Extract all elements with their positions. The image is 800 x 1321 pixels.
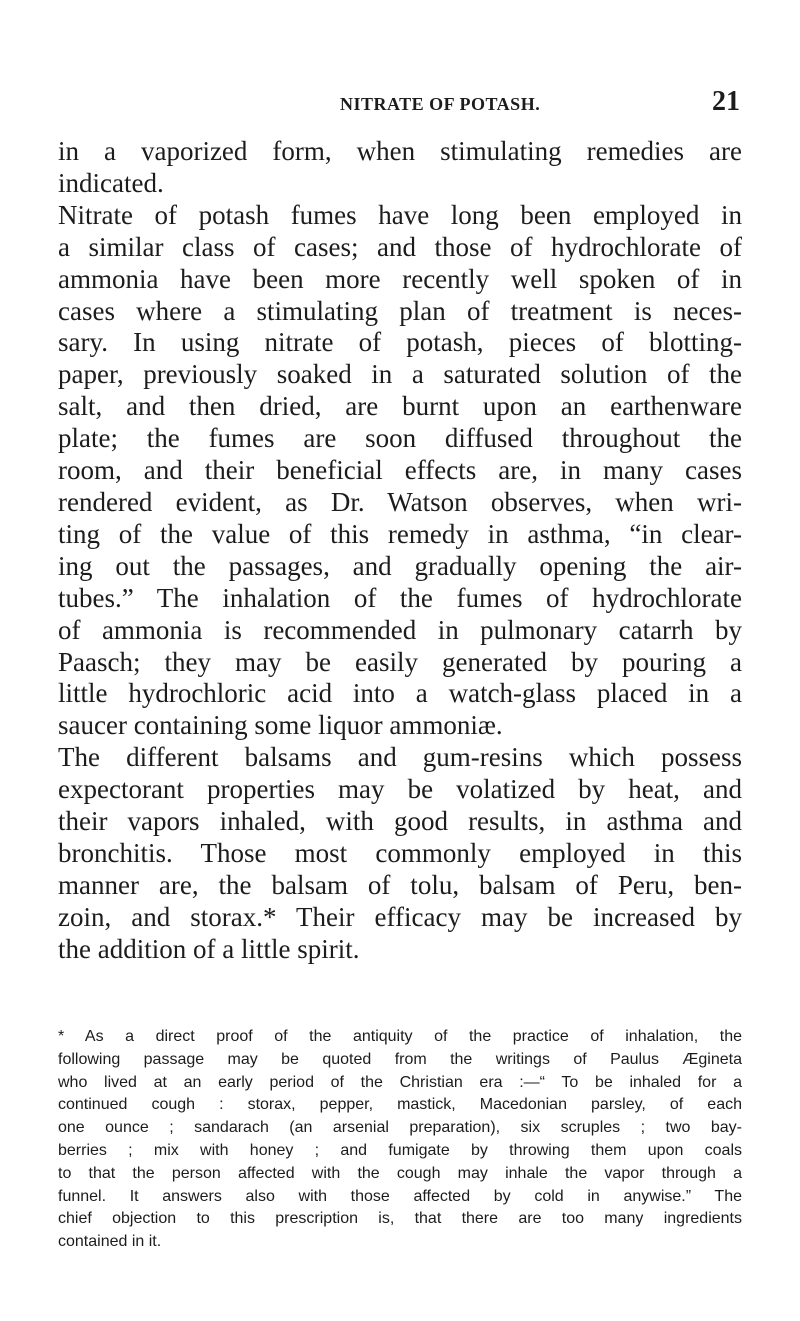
text-line: Paasch; they may be easily generated by pouring a: [58, 646, 742, 677]
text-line: ammonia have been more recently well spoken of in: [58, 263, 742, 294]
text-line: plate; the fumes are soon diffused throughout the: [58, 423, 742, 454]
text-line: zoin, and storax.* Their efficacy may be increased by: [58, 901, 742, 932]
body-text: [58, 136, 742, 966]
text-line: cases where a stimulating plan of treatment is neces-: [58, 295, 742, 326]
text-line: rendered evident, as Dr. Watson observes, when wri-: [58, 486, 742, 517]
footnote-line: funnel. It answers also with those affected by cold in anywise.” The: [58, 1187, 742, 1205]
text-line: paper, previously soaked in a saturated solution of the: [58, 359, 742, 390]
text-line: room, and their beneficial effects are, in many cases: [58, 455, 742, 486]
footnote-line: chief objection to this prescription is, that there are too many ingredients: [58, 1210, 742, 1228]
text-line: a similar class of cases; and those of hydrochlorate of: [58, 231, 742, 262]
text-line: indicated.: [58, 167, 164, 198]
text-line: manner are, the balsam of tolu, balsam of Peru, ben-: [58, 869, 742, 900]
running-head: [340, 88, 740, 118]
running-title: NITRATE OF POTASH.: [340, 94, 541, 114]
text-line: expectorant properties may be volatized by heat, and: [58, 774, 742, 805]
text-line: salt, and then dried, are burnt upon an earthenware: [58, 391, 742, 422]
page-number: 21: [712, 86, 740, 117]
footnote-line: following passage may be quoted from the writings of Paulus Æginetа: [58, 1050, 742, 1068]
footnote-line: contained in it.: [58, 1233, 162, 1251]
text-line: little hydrochloric acid into a watch-glass placed in a: [58, 678, 742, 709]
footnote-line: continued cough : storax, pepper, mastick, Macedonian parsley, of each: [58, 1096, 742, 1114]
text-line: saucer containing some liquor ammoniæ.: [58, 710, 503, 741]
footnote-line: * As a direct proof of the antiquity of the practice of inhalation, the: [58, 1028, 742, 1045]
text-line: ing out the passages, and gradually opening the air-: [58, 550, 742, 581]
footnote-line: who lived at an early period of the Christian era :—“ To be inhaled for a: [58, 1073, 742, 1091]
text-line: their vapors inhaled, with good results, in asthma and: [58, 806, 742, 837]
text-line: in a vaporized form, when stimulating remedies are: [58, 136, 742, 166]
text-line: tubes.” The inhalation of the fumes of hydrochlorate: [58, 582, 742, 613]
footnote: [58, 1026, 742, 1254]
text-line: sary. In using nitrate of potash, pieces of blotting-: [58, 327, 742, 358]
footnote-line: one ounce ; sandarach (an arsenial preparation), six scruples ; two bay-: [58, 1119, 742, 1137]
text-line: bronchitis. Those most commonly employed in this: [58, 837, 742, 868]
text-line: of ammonia is recommended in pulmonary catarrh by: [58, 614, 742, 645]
text-line: the addition of a little spirit.: [58, 933, 360, 964]
text-line: ting of the value of this remedy in asthma, “in clear-: [58, 518, 742, 549]
text-line: Nitrate of potash fumes have long been employed in: [58, 199, 742, 230]
footnote-line: to that the person affected with the cough may inhale the vapor through a: [58, 1164, 742, 1182]
text-line: The different balsams and gum-resins which possess: [58, 742, 742, 773]
footnote-line: berries ; mix with honey ; and fumigate by throwing them upon coals: [58, 1141, 742, 1159]
